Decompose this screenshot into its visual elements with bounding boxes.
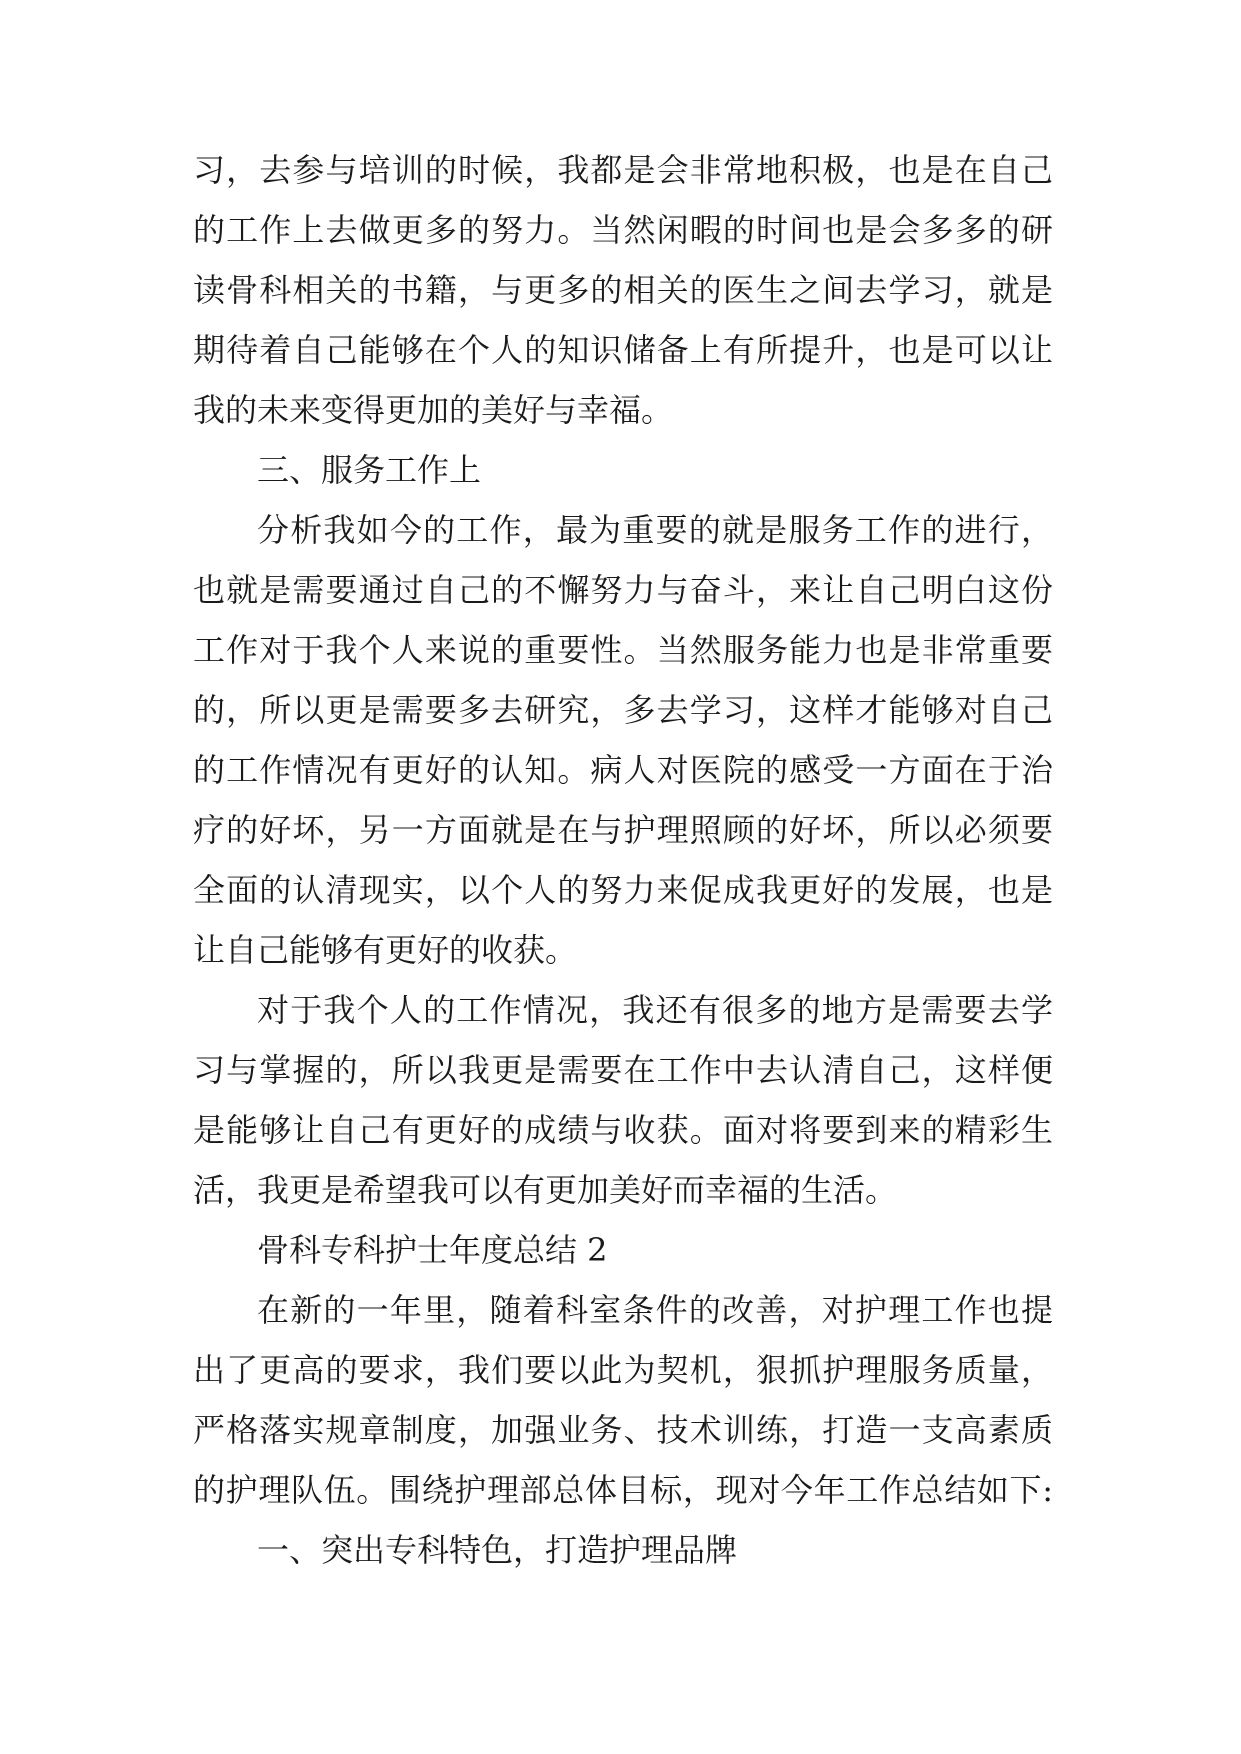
paragraph-line: 的工作情况有更好的认知。病人对医院的感受一方面在于治	[193, 751, 1053, 789]
paragraph-line: 的工作上去做更多的努力。当然闲暇的时间也是会多多的研	[193, 211, 1053, 249]
section-heading: 三、服务工作上	[257, 451, 482, 489]
paragraph-line: 期待着自己能够在个人的知识储备上有所提升，也是可以让	[193, 331, 1053, 369]
paragraph-line: 读骨科相关的书籍，与更多的相关的医生之间去学习，就是	[193, 271, 1053, 309]
paragraph-line: 让自己能够有更好的收获。	[193, 931, 578, 969]
paragraph-line: 出了更高的要求，我们要以此为契机，狠抓护理服务质量，	[193, 1351, 1053, 1389]
paragraph-line: 活，我更是希望我可以有更加美好而幸福的生活。	[193, 1171, 898, 1209]
paragraph-line: 的护理队伍。围绕护理部总体目标，现对今年工作总结如下:	[193, 1471, 1053, 1509]
paragraph-line: 我的未来变得更加的美好与幸福。	[193, 391, 674, 429]
paragraph-line: 是能够让自己有更好的成绩与收获。面对将要到来的精彩生	[193, 1111, 1053, 1149]
section-heading: 一、突出专科特色，打造护理品牌	[257, 1531, 738, 1569]
paragraph-line: 对于我个人的工作情况，我还有很多的地方是需要去学	[257, 991, 1053, 1029]
paragraph-line: 严格落实规章制度，加强业务、技术训练，打造一支高素质	[193, 1411, 1053, 1449]
paragraph-line: 疗的好坏，另一方面就是在与护理照顾的好坏，所以必须要	[193, 811, 1053, 849]
paragraph-line: 也就是需要通过自己的不懈努力与奋斗，来让自己明白这份	[193, 571, 1053, 609]
paragraph-line: 习与掌握的，所以我更是需要在工作中去认清自己，这样便	[193, 1051, 1053, 1089]
paragraph-line: 全面的认清现实，以个人的努力来促成我更好的发展，也是	[193, 871, 1053, 909]
paragraph-line: 工作对于我个人来说的重要性。当然服务能力也是非常重要	[193, 631, 1053, 669]
paragraph-line: 在新的一年里，随着科室条件的改善，对护理工作也提	[257, 1291, 1053, 1329]
document-subtitle: 骨科专科护士年度总结 2	[257, 1231, 608, 1269]
paragraph-line: 分析我如今的工作，最为重要的就是服务工作的进行，	[257, 511, 1053, 549]
paragraph-line: 的，所以更是需要多去研究，多去学习，这样才能够对自己	[193, 691, 1053, 729]
paragraph-line: 习，去参与培训的时候，我都是会非常地积极，也是在自己	[193, 151, 1053, 189]
